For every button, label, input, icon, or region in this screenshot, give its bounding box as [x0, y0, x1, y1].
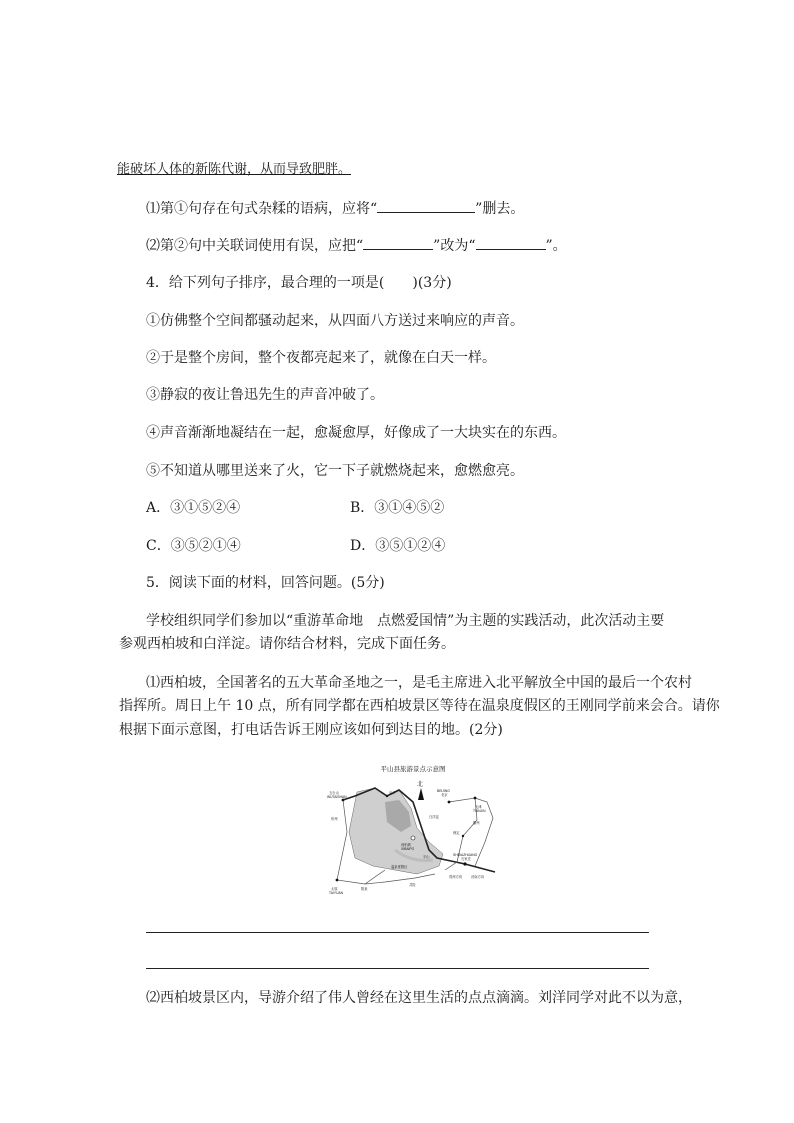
q3-part2-middle: ”改为“ [433, 238, 476, 254]
answer-line-2[interactable] [146, 968, 649, 969]
q4-sentence-4: ④声音渐渐地凝结在一起，愈凝愈厚，好像成了一大块实在的东西。 [146, 425, 566, 441]
q5-intro-line-2: 参观西柏坡和白洋淀。请你结合材料，完成下面任务。 [119, 636, 455, 652]
q3-part1-blank[interactable] [377, 198, 475, 213]
q5-sub2-line-1: ⑵西柏坡景区内，导游介绍了伟人曾经在这里生活的点点滴滴。刘洋同学对此不以为意， [146, 990, 692, 1006]
map-label-pingshan: 平山 [423, 855, 430, 859]
q4-sentence-5: ⑤不知道从哪里送来了火，它一下子就燃烧起来，愈燃愈亮。 [146, 463, 524, 479]
q3-part1-suffix: ”删去。 [475, 201, 525, 217]
continued-text-line: 能破坏人体的新陈代谢，从而导致肥胖。 [117, 162, 352, 177]
map-label-jingxing: 井陉 [409, 883, 416, 887]
map-label-baoding: 保定 [453, 831, 460, 835]
north-arrow-icon [418, 788, 424, 800]
map-label-xibaipo: 西柏坡 [401, 843, 411, 847]
map-label-wutaishan: 五台山 [329, 791, 339, 795]
q4-option-b[interactable]: B．③①④⑤② [350, 500, 445, 516]
q4-sentence-1: ①仿佛整个空间都骚动起来，从四面八方送过来响应的声音。 [146, 313, 524, 329]
q4-sentence-2: ②于是整个房间，整个夜都亮起来了，就像在白天一样。 [146, 350, 496, 366]
link-route [365, 870, 385, 884]
map-label-taiyuan: 太原 [331, 887, 338, 891]
tourist-map [325, 762, 501, 902]
map-label-tianjin: 天津 [475, 805, 482, 809]
q3-part1 [146, 198, 524, 219]
tourist-map-svg [325, 762, 501, 902]
map-label-beijing: 北京 [441, 793, 448, 797]
map-label-tianjin-en: TIANJIN [473, 809, 486, 813]
map-label-shijiazhuang: 石家庄 [461, 857, 471, 861]
map-label-xinzhou: 忻州 [331, 817, 338, 821]
map-title: 平山县旅游景点示意图 [380, 766, 446, 773]
map-label-baiyangdian: 白洋淀 [429, 815, 439, 819]
q5-sub1-line-3: 根据下面示意图，打电话告诉王刚应该如何到达目的地。(2分) [119, 722, 503, 738]
answer-line-1[interactable] [146, 932, 649, 933]
q5-stem: 5．阅读下面的材料，回答问题。(5分) [146, 575, 385, 591]
q4-option-c[interactable]: C．③⑤②①④ [146, 538, 241, 554]
map-label-hot-spring-resort: 温泉度假区 [391, 865, 408, 869]
map-label-yangquan: 阳泉 [361, 887, 368, 891]
map-label-zhengzhou-direction: 郑州方向 [449, 875, 463, 879]
q4-stem: 4．给下列句子排序，最合理的一项是( )(3分) [146, 275, 452, 291]
q3-part2 [146, 235, 567, 256]
map-label-shijiazhuang-en: SHIJIAZHUANG [453, 853, 478, 857]
map-label-jinan-direction: 济南方向 [471, 875, 485, 879]
q3-part1-prefix: ⑴第①句存在句式杂糅的语病，应将“ [146, 201, 378, 217]
q5-sub1-line-2: 指挥所。周日上午 10 点，所有同学都在西柏坡景区等待在温泉度假区的王刚同学前来会合。请你 [119, 698, 720, 714]
q3-part2-suffix: ”。 [545, 238, 567, 254]
map-label-taiyuan-en: TAIYUAN [329, 891, 344, 895]
map-label-beijing-en: BEIJING [437, 789, 450, 793]
map-label-xibaipo-en: XIBAIPO [401, 847, 415, 851]
map-label-fuping: 阜平 [389, 791, 396, 795]
q3-part2-blank-1[interactable] [363, 235, 433, 250]
q3-part2-blank-2[interactable] [476, 235, 546, 250]
map-label-wutaishan-en: WUTAISHAN [327, 795, 347, 799]
q5-sub1-line-1: ⑴西柏坡，全国著名的五大革命圣地之一，是毛主席进入北平解放全中国的最后一个农村 [146, 675, 692, 691]
q4-option-d[interactable]: D．③⑤①②④ [350, 538, 446, 554]
map-north-label: 北 [417, 782, 424, 788]
q3-part2-prefix: ⑵第②句中关联词使用有误，应把“ [146, 238, 364, 254]
q4-option-a[interactable]: A．③①⑤②④ [146, 500, 241, 516]
map-label-bazhou: 霸州 [473, 821, 480, 825]
q4-sentence-3: ③静寂的夜让鲁迅先生的声音冲破了。 [146, 387, 384, 403]
q5-intro-line-1: 学校组织同学们参加以“重游革命地 点燃爱国情”为主题的实践活动，此次活动主要 [146, 613, 665, 629]
